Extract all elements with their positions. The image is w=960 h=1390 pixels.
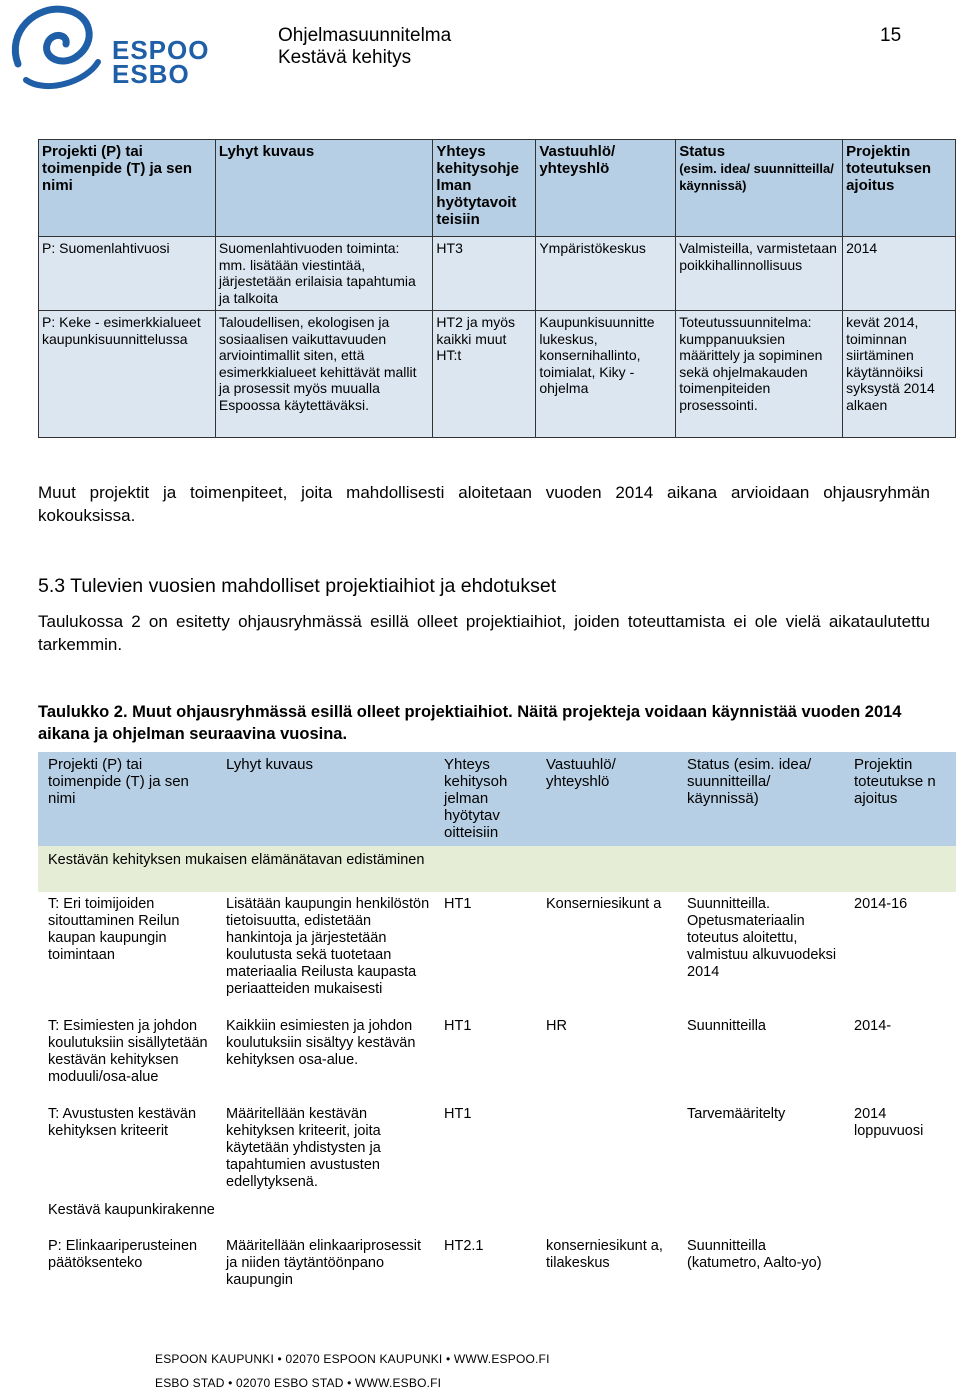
table-cell: Määritellään elinkaariprosessit ja niiden täytäntöönpano kaupungin	[216, 1234, 434, 1294]
table-header-cell	[676, 140, 843, 237]
table-cell: Kaikkiin esimiesten ja johdon koulutuksiin sisältyy kestävän kehityksen osa-alue.	[216, 1014, 434, 1102]
table-cell: HT2 ja myös kaikki muut HT:t	[433, 311, 536, 438]
status-header-note: (esim. idea/ suunnitteilla/ käynnissä)	[679, 161, 834, 193]
table-cell: Lisätään kaupungin henkilöstön tietoisuutta, edistetään hankintoja ja järjestetään koulutusta sekä tuotetaan materiaalia Reilusta kaupasta periaatteiden mukaisesti	[216, 892, 434, 1014]
table-row	[38, 1234, 956, 1294]
table-cell: Toteutussuunnitelma: kumppanuuksien määrittely ja sopiminen sekä ohjelmakauden toimenpiteiden prosessointi.	[676, 311, 843, 438]
table-cell: Suunnitteilla	[677, 1014, 844, 1102]
category-band-row	[38, 1194, 956, 1234]
table-header-cell: Yhteys kehitysohje lman hyötytavoit teisiin	[433, 140, 536, 237]
project-table-1	[38, 139, 956, 438]
table-header-row	[39, 140, 956, 237]
document-header	[278, 25, 451, 69]
table-cell: Valmisteilla, varmistetaan poikkihallinnollisuus	[676, 237, 843, 311]
table-cell: P: Suomenlahtivuosi	[39, 237, 216, 311]
table-cell: Taloudellisen, ekologisen ja sosiaalisen vaikuttavuuden arviointimallit siten, että esimerkkialueet kehittävät mallit ja prosessit myös muualla Espoossa käytettäväksi.	[215, 311, 433, 438]
table-cell: 2014 loppuvuosi	[844, 1102, 956, 1194]
table-cell	[844, 1234, 956, 1294]
table-row	[38, 1102, 956, 1194]
table-cell: T: Avustusten kestävän kehityksen kriteerit	[38, 1102, 216, 1194]
table-header-cell: Projektin toteutuksen ajoitus	[843, 140, 956, 237]
table-cell: HT3	[433, 237, 536, 311]
espoo-logo	[6, 2, 210, 92]
table-cell: Ympäristökeskus	[536, 237, 676, 311]
table-cell: HT1	[434, 1102, 536, 1194]
section-heading: 5.3 Tulevien vuosien mahdolliset projektiaihiot ja ehdotukset	[38, 575, 557, 597]
table-header-cell: Vastuuhlö/ yhteyshlö	[536, 752, 677, 846]
table-cell: Suunnitteilla (katumetro, Aalto-yo)	[677, 1234, 844, 1294]
table-cell: kevät 2014, toiminnan siirtäminen käytännöiksi syksystä 2014 alkaen	[843, 311, 956, 438]
table-header-cell: Status (esim. idea/ suunnitteilla/ käynnissä)	[677, 752, 844, 846]
table-cell: HR	[536, 1014, 677, 1102]
paragraph-2: Taulukossa 2 on esitetty ohjausryhmässä esillä olleet projektiaihiot, joiden toteuttamista ei ole vielä aikataulutettu tarkemmin.	[38, 612, 930, 654]
paragraph-1: Muut projektit ja toimenpiteet, joita mahdollisesti aloitetaan vuoden 2014 aikana arvioidaan ohjausryhmän kokouksissa.	[38, 483, 930, 525]
logo-wordmark: ESPOO ESBO	[112, 35, 210, 89]
category-band: Kestävän kehityksen mukaisen elämänätavan edistäminen	[38, 846, 956, 892]
table-cell: Suunnitteilla. Opetusmateriaalin toteutus aloitettu, valmistuu alkuvuodeksi 2014	[677, 892, 844, 1014]
table-cell: Suomenlahtivuoden toiminta: mm. lisätään viestintää, järjestetään erilaisia tapahtumia ja talkoita	[215, 237, 433, 311]
table-cell: 2014-	[844, 1014, 956, 1102]
table-cell: 2014-16	[844, 892, 956, 1014]
table-row	[38, 892, 956, 1014]
table-header-cell: Vastuuhlö/ yhteyshlö	[536, 140, 676, 237]
table-caption: Taulukko 2. Muut ohjausryhmässä esillä olleet projektiaihiot. Näitä projekteja voidaan käynnistää vuoden 2014 aikana ja ohjelman seuraavina vuosina.	[38, 703, 902, 743]
document-subtitle: Kestävä kehitys	[278, 47, 412, 68]
table-cell: HT1	[434, 1014, 536, 1102]
category-band-row	[38, 846, 956, 892]
table-row	[38, 1014, 956, 1102]
table-cell: Konserniesikunt a	[536, 892, 677, 1014]
table-cell: HT1	[434, 892, 536, 1014]
table-cell: Kaupunkisuunnitte lukeskus, konsernihallinto, toimialat, Kiky - ohjelma	[536, 311, 676, 438]
page-number: 15	[880, 25, 902, 46]
table-header-cell: Projekti (P) tai toimenpide (T) ja sen nimi	[39, 140, 216, 237]
table-row	[39, 237, 956, 311]
table-cell: P: Elinkaariperusteinen päätöksenteko	[38, 1234, 216, 1294]
table-cell: Tarvemääritelty	[677, 1102, 844, 1194]
table-header-cell: Yhteys kehitysoh jelman hyötytav oitteisiin	[434, 752, 536, 846]
footer-line-swedish: ESBO STAD • 02070 ESBO STAD • WWW.ESBO.FI	[155, 1376, 442, 1390]
table-header-cell: Lyhyt kuvaus	[216, 752, 434, 846]
table-cell: Määritellään kestävän kehityksen kriteerit, joita käytetään yhdistysten ja tapahtumien avustusten edellytyksenä.	[216, 1102, 434, 1194]
table-header-cell: Lyhyt kuvaus	[215, 140, 433, 237]
table-cell: konserniesikunt a, tilakeskus	[536, 1234, 677, 1294]
table-cell: T: Esimiesten ja johdon koulutuksiin sisällytetään kestävän kehityksen moduuli/osa-alue	[38, 1014, 216, 1102]
table-header-row	[38, 752, 956, 846]
table-cell: 2014	[843, 237, 956, 311]
table-header-cell: Projektin toteutukse n ajoitus	[844, 752, 956, 846]
table-cell: P: Keke - esimerkkialueet kaupunkisuunnittelussa	[39, 311, 216, 438]
document-title: Ohjelmasuunnitelma	[278, 25, 452, 46]
category-band: Kestävä kaupunkirakenne	[38, 1194, 956, 1234]
espoo-swirl-logo-icon	[6, 2, 106, 92]
status-header-label: Status	[679, 143, 726, 160]
table-row	[39, 311, 956, 438]
table-header-cell: Projekti (P) tai toimenpide (T) ja sen nimi	[38, 752, 216, 846]
project-table-2	[38, 752, 956, 1294]
table-cell: T: Eri toimijoiden sitouttaminen Reilun kaupan kaupungin toimintaan	[38, 892, 216, 1014]
table-cell: HT2.1	[434, 1234, 536, 1294]
table-cell	[536, 1102, 677, 1194]
footer-line-finnish: ESPOON KAUPUNKI • 02070 ESPOON KAUPUNKI • WWW.ESPOO.FI	[155, 1352, 550, 1366]
